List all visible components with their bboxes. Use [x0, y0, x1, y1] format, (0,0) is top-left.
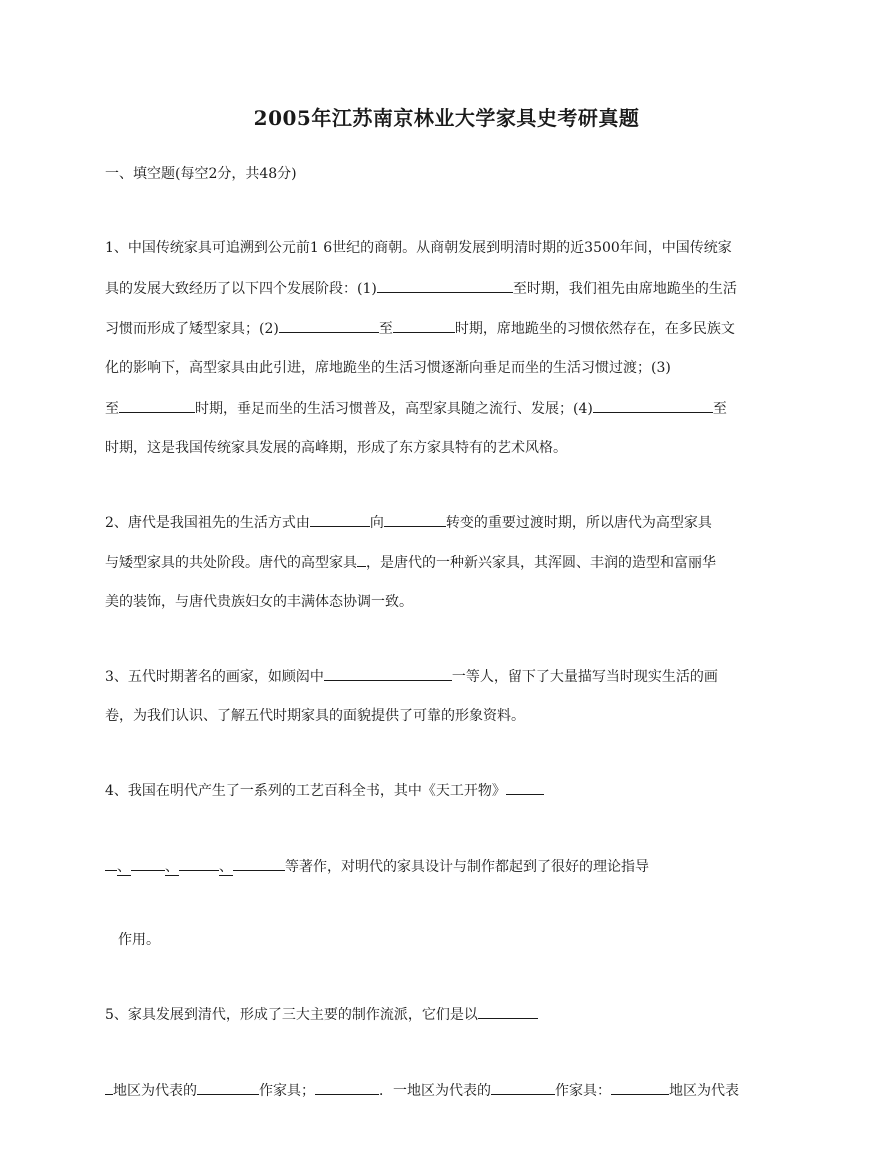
fill-blank[interactable]: [593, 398, 713, 413]
q1-text: 时期，垂足而坐的生活习惯普及，高型家具随之流行、发展；(4): [195, 401, 593, 417]
q5-text: 地区为代表: [669, 1083, 739, 1099]
fill-blank[interactable]: [105, 856, 117, 871]
fill-blank[interactable]: [119, 398, 195, 413]
q5-text: 5、家具发展到清代，形成了三大主要的制作流派，它们是以: [105, 1007, 478, 1023]
fill-blank[interactable]: [310, 512, 370, 527]
q1-text: 至: [378, 321, 393, 337]
q5-line-2: [105, 1080, 739, 1101]
q1-text: 时期，席地跪坐的习惯依然存在，在多民族文: [454, 321, 735, 337]
q2-text: ，是唐代的一种新兴家具，其浑圆、丰润的造型和富丽华: [366, 555, 716, 571]
q1-line-5: [105, 398, 727, 419]
q1-line-1: 1、中国传统家具可追溯到公元前1 6世纪的商朝。从商朝发展到明清时期的近3500年间，中国传统家: [105, 240, 732, 256]
fill-blank[interactable]: [491, 1080, 555, 1095]
q2-text: 向: [369, 515, 384, 531]
q3-text: 3、五代时期著名的画家，如顾闳中: [105, 669, 324, 685]
q1-text: 至时期，我们祖先由席地跪坐的生活: [512, 281, 737, 297]
q5-line-1: [105, 1004, 538, 1025]
fill-blank[interactable]: [131, 856, 165, 871]
fill-blank[interactable]: [506, 780, 544, 795]
fill-blank[interactable]: [197, 1080, 259, 1095]
q2-line-3: 美的装饰，与唐代贵族妇女的丰满体态协调一致。: [105, 594, 413, 610]
q2-line-2: [105, 552, 716, 573]
q4-text: 、: [165, 859, 179, 875]
fill-blank[interactable]: [179, 856, 219, 871]
q5-text: 作家具；: [259, 1083, 315, 1099]
q1-line-4: 化的影响下，高型家具由此引进，席地跪坐的生活习惯逐渐向垂足而坐的生活习惯过渡；(3): [105, 360, 671, 376]
fill-blank[interactable]: [357, 552, 366, 567]
q2-text: 2、唐代是我国祖先的生活方式由: [105, 515, 310, 531]
q1-text: 具的发展大致经历了以下四个发展阶段：(1): [105, 281, 377, 297]
fill-blank[interactable]: [478, 1004, 538, 1019]
fill-blank[interactable]: [279, 318, 379, 333]
q4-line-3: 作用。: [118, 932, 160, 948]
q4-text: 、: [117, 859, 131, 875]
q5-text: 作家具：: [555, 1083, 611, 1099]
q2-text: 转变的重要过渡时期，所以唐代为高型家具: [445, 515, 712, 531]
page-title: 2005年江苏南京林业大学家具史考研真题: [253, 106, 640, 130]
q3-text: 一等人，留下了大量描写当时现实生活的画: [451, 669, 718, 685]
fill-blank[interactable]: [315, 1080, 379, 1095]
q4-text: 4、我国在明代产生了一系列的工艺百科全书，其中《天工开物》: [105, 783, 506, 799]
q1-line-2: [105, 278, 737, 299]
q4-text: 、: [219, 859, 233, 875]
q3-line-2: 卷，为我们认识、了解五代时期家具的面貌提供了可靠的形象资料。: [105, 708, 525, 724]
q4-line-1: [105, 780, 544, 801]
fill-blank[interactable]: [233, 856, 285, 871]
q1-text: 习惯而形成了矮型家具；(2): [105, 321, 279, 337]
q1-line-6: 时期，这是我国传统家具发展的高峰期，形成了东方家具特有的艺术风格。: [105, 440, 567, 456]
q2-line-1: [105, 512, 712, 533]
fill-blank[interactable]: [105, 1080, 113, 1095]
q2-text: 与矮型家具的共处阶段。唐代的高型家具: [105, 555, 357, 571]
q1-line-3: [105, 318, 735, 339]
q1-text: 至: [105, 401, 119, 417]
q1-text: 至: [712, 401, 727, 417]
fill-blank[interactable]: [384, 512, 446, 527]
fill-blank[interactable]: [324, 666, 452, 681]
q3-line-1: [105, 666, 718, 687]
q4-text: 等著作，对明代的家具设计与制作都起到了很好的理论指导: [285, 859, 649, 875]
q5-text: 地区为代表的: [113, 1083, 197, 1099]
fill-blank[interactable]: [377, 278, 513, 293]
fill-blank[interactable]: [611, 1080, 669, 1095]
fill-blank[interactable]: [393, 318, 455, 333]
q4-line-2: [105, 856, 649, 877]
section-heading: 一、填空题(每空2分，共48分): [105, 166, 297, 182]
q5-text: ．一地区为代表的: [379, 1083, 491, 1099]
